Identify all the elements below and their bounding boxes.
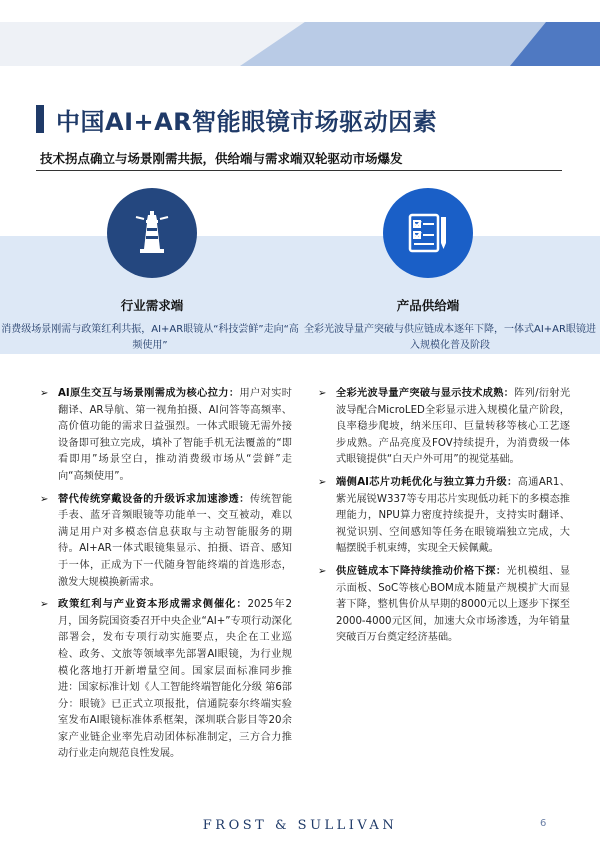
bullet-body — [336, 564, 570, 647]
bullet-lead: AI原生交互与场景刚需成为核心拉力： — [58, 388, 240, 399]
page-title: 中国AI+AR智能眼镜市场驱动因素 — [56, 107, 438, 136]
bullet-text: 光机模组、显示面板、SoC等核心BOM成本随量产规模扩大而显著下降，整机售价从早期的8000元以上逐步下探至2000-4000元区间，加速大众市场渗透，为年销量突破百万台奠定经济基础。 — [336, 565, 571, 644]
supply-side-description: 全彩光波导量产突破与供应链成本逐年下降，一体式AI+AR眼镜进入规模化普及阶段 — [304, 324, 596, 351]
bullet-lead: 替代传统穿戴设备的升级诉求加速渗透： — [58, 493, 250, 505]
page-subtitle: 技术拐点确立与场景刚需共振，供给端与需求端双轮驱动市场爆发 — [40, 151, 403, 166]
bullet-text: 阵列/衍射光波导配合MicroLED全彩显示进入规模化量产阶段，良率稳步爬坡，纳米压印、巨量转移等核心工艺逐步成熟。产品亮度及FOV持续提升，为消费级一体式眼镜提供“白天户外可用”的视觉基础。 — [336, 388, 571, 466]
arrow-bullet-icon: ➢ — [40, 599, 49, 611]
lighthouse-icon — [126, 207, 178, 259]
arrow-bullet-icon: ➢ — [40, 388, 49, 399]
bullet-body — [58, 492, 292, 592]
demand-bullet-list — [40, 386, 292, 769]
title-accent-bar — [36, 105, 44, 133]
arrow-bullet-icon: ➢ — [318, 565, 327, 577]
bullet-text: 高通AR1、紫光展锐W337等专用芯片实现低功耗下的多模态推理能力，NPU算力密度持续提升，支持实时翻译、视觉识别、空间感知等任务在眼镜端独立完成，大幅摆脱手机束缚，实现全天候佩戴。 — [336, 476, 570, 555]
bullet-text: 用户对实时翻译、AR导航、第一视角拍摄、AI问答等高频率、高价值功能的需求日益强烈。一体式眼镜无需外接设备即可独立完成，填补了智能手机无法覆盖的“即看即用”场景空白，推动消费级市场从“尝鲜”走向“高频使用”。 — [58, 388, 292, 482]
subtitle-divider — [36, 170, 562, 171]
bullet-body — [58, 597, 292, 763]
supply-bullet-list — [318, 386, 570, 653]
demand-side-description: 消费级场景刚需与政策红利共振，AI+AR眼镜从“科技尝鲜”走向“高频使用” — [1, 324, 299, 351]
supply-circle — [383, 188, 473, 278]
bullet-text: 传统智能手表、蓝牙音频眼镜等功能单一、交互被动，难以满足用户对多模态信息获取与主动智能服务的期待。AI+AR一体式眼镜集显示、拍摄、语音、感知于一体，正成为下一代随身智能终端的首选形态，激发大规模换新需求。 — [58, 493, 293, 588]
checklist-icon — [402, 207, 454, 259]
list-item — [40, 386, 292, 486]
bullet-lead: 全彩光波导量产突破与显示技术成熟： — [336, 388, 515, 399]
bullet-lead: 供应链成本下降持续推动价格下探： — [336, 565, 507, 577]
footer-brand-logo: FROST & SULLIVAN — [202, 818, 398, 833]
arrow-bullet-icon: ➢ — [40, 493, 49, 505]
top-decorative-banner — [0, 0, 600, 66]
bullet-body — [336, 475, 570, 558]
arrow-bullet-icon: ➢ — [318, 476, 327, 488]
bullet-text: 2025年2月，国务院国资委召开中央企业“AI+”专项行动深化部署会，发布专项行动实施要点，央企在工业巡检、政务、文旅等领域率先部署AI眼镜，为行业规模化落地打开新增量空间。国家层面标准同步推进：国家标准计划《人工智能终端智能化分级 第6部分：眼镜》已正式立项报批，信通院泰尔终端实验室发布AI眼镜标准体系框架，深圳联合影目等20余家产业链企业率先启动团体标准制定，三方合力推动行业走向规范良性发展。 — [58, 599, 292, 760]
supply-side-title: 产品供给端 — [396, 298, 460, 313]
bullet-lead: 端侧AI芯片功耗优化与独立算力升级： — [336, 476, 518, 488]
list-item — [318, 564, 570, 647]
demand-circle — [107, 188, 197, 278]
demand-side-title: 行业需求端 — [120, 298, 184, 313]
list-item — [318, 475, 570, 558]
list-item — [318, 386, 570, 469]
list-item — [40, 597, 292, 763]
page-title-row — [36, 103, 437, 135]
bullet-body — [336, 386, 570, 469]
bullet-lead: 政策红利与产业资本形成需求侧催化： — [58, 599, 248, 611]
list-item — [40, 492, 292, 592]
bullet-body — [58, 386, 292, 486]
arrow-bullet-icon: ➢ — [318, 388, 327, 399]
page-number: 6 — [540, 818, 547, 829]
